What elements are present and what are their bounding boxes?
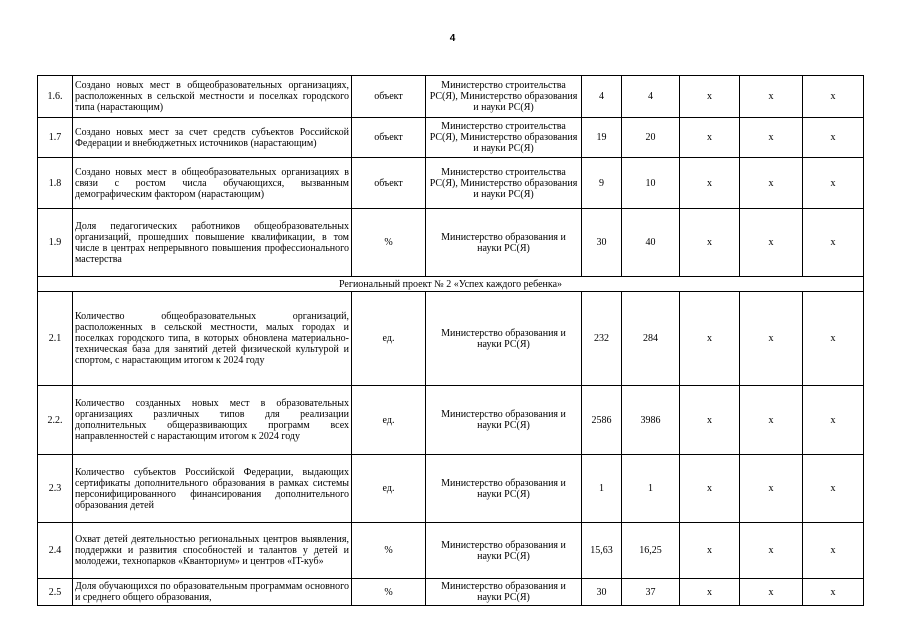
row-number-cell: 1.8 <box>38 158 73 209</box>
responsible-cell: Министерство образования и науки РС(Я) <box>426 523 582 579</box>
value-2020-cell: 20 <box>622 118 680 158</box>
responsible-cell: Министерство строительства РС(Я), Министерство образования и науки РС(Я) <box>426 118 582 158</box>
responsible-cell: Министерство образования и науки РС(Я) <box>426 455 582 523</box>
section-header-row <box>38 277 864 292</box>
value-2019-cell: 19 <box>582 118 622 158</box>
value-2020-cell: 3986 <box>622 386 680 455</box>
table-row <box>38 292 864 386</box>
value-cell-x: x <box>803 292 864 386</box>
value-cell-x: x <box>740 292 803 386</box>
row-number-cell: 2.5 <box>38 579 73 606</box>
value-cell-x: x <box>680 455 740 523</box>
value-2020-cell: 16,25 <box>622 523 680 579</box>
value-cell-x: x <box>740 158 803 209</box>
row-number-cell: 1.9 <box>38 209 73 277</box>
value-cell-x: x <box>680 386 740 455</box>
indicator-name-cell: Охват детей деятельностью региональных центров выявления, поддержки и развития способностей и талантов у детей и молодежи, технопарков «Кванториум» и центров «IT-куб» <box>73 523 352 579</box>
value-2020-cell: 4 <box>622 76 680 118</box>
indicator-name-cell: Создано новых мест в общеобразовательных организациях в связи с ростом числа обучающихся, вызванным демографическим фактором (нарастающим) <box>73 158 352 209</box>
responsible-cell: Министерство строительства РС(Я), Министерство образования и науки РС(Я) <box>426 76 582 118</box>
value-2019-cell: 4 <box>582 76 622 118</box>
row-number-cell: 2.4 <box>38 523 73 579</box>
value-2020-cell: 1 <box>622 455 680 523</box>
value-cell-x: x <box>803 118 864 158</box>
value-cell-x: x <box>680 292 740 386</box>
row-number-cell: 2.3 <box>38 455 73 523</box>
value-cell-x: x <box>803 455 864 523</box>
value-cell-x: x <box>680 209 740 277</box>
row-number-cell: 2.2. <box>38 386 73 455</box>
unit-cell: объект <box>352 76 426 118</box>
table-row <box>38 158 864 209</box>
value-cell-x: x <box>803 209 864 277</box>
row-number-cell: 1.6. <box>38 76 73 118</box>
value-2020-cell: 10 <box>622 158 680 209</box>
responsible-cell: Министерство образования и науки РС(Я) <box>426 209 582 277</box>
indicator-name-cell: Доля педагогических работников общеобразовательных организаций, прошедших повышение квалификации, в том числе в центрах непрерывного повышения профессионального мастерства <box>73 209 352 277</box>
value-cell-x: x <box>680 158 740 209</box>
value-2019-cell: 15,63 <box>582 523 622 579</box>
indicator-name-cell: Количество созданных новых мест в образовательных организациях различных типов для реализации дополнительных общеразвивающих программ всех направленностей с нарастающим итогом к 2024 году <box>73 386 352 455</box>
row-number-cell: 1.7 <box>38 118 73 158</box>
responsible-cell: Министерство образования и науки РС(Я) <box>426 292 582 386</box>
value-2019-cell: 30 <box>582 209 622 277</box>
unit-cell: ед. <box>352 292 426 386</box>
unit-cell: объект <box>352 158 426 209</box>
indicator-name-cell: Количество общеобразовательных организаций, расположенных в сельской местности, малых городах и поселках городского типа, в которых обновлена материально-техническая база для занятий детей физической культурой и спортом, с нарастающим итогом к 2024 году <box>73 292 352 386</box>
value-cell-x: x <box>740 386 803 455</box>
table-row <box>38 523 864 579</box>
value-2019-cell: 2586 <box>582 386 622 455</box>
value-cell-x: x <box>740 579 803 606</box>
table-row <box>38 579 864 606</box>
value-cell-x: x <box>680 118 740 158</box>
indicators-table <box>37 75 864 606</box>
responsible-cell: Министерство образования и науки РС(Я) <box>426 386 582 455</box>
value-2020-cell: 40 <box>622 209 680 277</box>
responsible-cell: Министерство строительства РС(Я), Министерство образования и науки РС(Я) <box>426 158 582 209</box>
value-cell-x: x <box>803 76 864 118</box>
unit-cell: % <box>352 523 426 579</box>
value-2020-cell: 37 <box>622 579 680 606</box>
value-cell-x: x <box>740 209 803 277</box>
section-title: Региональный проект № 2 «Успех каждого ребенка» <box>38 277 864 292</box>
table-row <box>38 386 864 455</box>
table-row <box>38 455 864 523</box>
value-cell-x: x <box>680 76 740 118</box>
value-cell-x: x <box>740 118 803 158</box>
value-cell-x: x <box>680 523 740 579</box>
value-cell-x: x <box>740 523 803 579</box>
value-2019-cell: 1 <box>582 455 622 523</box>
value-cell-x: x <box>740 76 803 118</box>
unit-cell: ед. <box>352 455 426 523</box>
unit-cell: ед. <box>352 386 426 455</box>
value-cell-x: x <box>740 455 803 523</box>
row-number-cell: 2.1 <box>38 292 73 386</box>
value-2019-cell: 30 <box>582 579 622 606</box>
page-number: 4 <box>449 33 456 44</box>
unit-cell: % <box>352 579 426 606</box>
value-cell-x: x <box>803 158 864 209</box>
indicator-name-cell: Создано новых мест в общеобразовательных организациях, расположенных в сельской местности и поселках городского типа (нарастающим) <box>73 76 352 118</box>
indicator-name-cell: Доля обучающихся по образовательным программам основного и среднего общего образования, <box>73 579 352 606</box>
indicator-name-cell: Количество субъектов Российской Федерации, выдающих сертификаты дополнительного образования в рамках системы персонифицированного финансирования дополнительного образования детей <box>73 455 352 523</box>
indicator-name-cell: Создано новых мест за счет средств субъектов Российской Федерации и внебюджетных источников (нарастающим) <box>73 118 352 158</box>
value-cell-x: x <box>803 386 864 455</box>
unit-cell: объект <box>352 118 426 158</box>
table-row <box>38 76 864 118</box>
value-2020-cell: 284 <box>622 292 680 386</box>
value-2019-cell: 232 <box>582 292 622 386</box>
value-2019-cell: 9 <box>582 158 622 209</box>
unit-cell: % <box>352 209 426 277</box>
table-row <box>38 118 864 158</box>
value-cell-x: x <box>803 523 864 579</box>
value-cell-x: x <box>680 579 740 606</box>
table-row <box>38 209 864 277</box>
value-cell-x: x <box>803 579 864 606</box>
responsible-cell: Министерство образования и науки РС(Я) <box>426 579 582 606</box>
